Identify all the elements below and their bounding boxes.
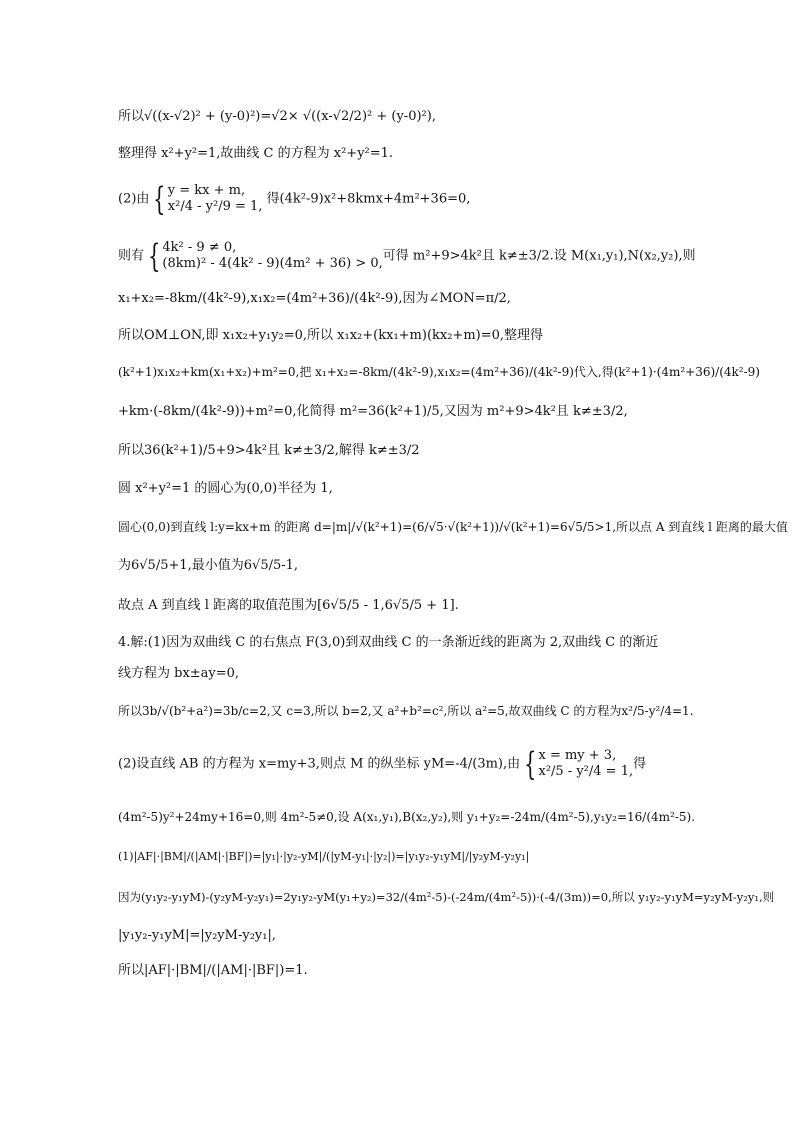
system-1-eq-2: x²/4 - y²/9 = 1, [167,199,263,214]
text-line-11: 圆心(0,0)到直线 l:y=kx+m 的距离 d=|m|/√(k²+1)=(6/√5·√(k²+1))/√(k²+1)=6√5/5>1,所以点 A 到直线 l 距离的最大值 [118,520,788,534]
text-line-6: 所以OM⊥ON,即 x₁x₂+y₁y₂=0,所以 x₁x₂+(kx₁+m)(kx₂+m)=0,整理得 [118,328,544,343]
brace-symbol: { [153,180,166,218]
text-line-15: 线方程为 bx±ay=0, [118,666,240,681]
text-line-16: 所以3b/√(b²+a²)=3b/c=2,又 c=3,所以 b=2,又 a²+b²=c²,所以 a²=5,故双曲线 C 的方程为x²/5-y²/4=1. [118,704,694,718]
equation-system-2 [162,240,382,272]
text-line-1: 所以√((x-√2)² + (y-0)²)=√2× √((x-√2/2)² + (y-0)²), [118,109,436,124]
text-line-8: +km·(-8km/(4k²-9))+m²=0,化简得 m²=36(k²+1)/5,又因为 m²+9>4k²且 k≠±3/2, [118,404,628,419]
system-3-eq-2: x²/5 - y²/4 = 1, [538,764,634,779]
text-line-12: 为6√5/5+1,最小值为6√5/5-1, [118,558,299,573]
system-2-eq-1: 4k² - 9 ≠ 0, [162,240,237,255]
system-2-eq-2: (8km)² - 4(4k² - 9)(4m² + 36) > 0, [162,256,383,271]
text-line-2: 整理得 x²+y²=1,故曲线 C 的方程为 x²+y²=1. [118,146,394,161]
text-line-3-suffix: 得(4k²-9)x²+8kmx+4m²+36=0, [266,191,471,207]
text-line-17 [118,745,714,783]
text-line-20: 因为(y₁y₂-y₁yM)-(y₂yM-y₂y₁)=2y₁y₂-yM(y₁+y₂)=32/(4m²-5)-(-24m/(4m²-5))·(-4/(3m))=0,所以 y₁y₂-y₁yM=y₂yM-y₂y₁,则 [118,890,775,904]
text-line-19: (1)|AF|·|BM|/(|AM|·|BF|)=|y₁|·|y₂-yM|/(|yM-y₁|·|y₂|)=|y₁y₂-y₁yM|/|y₂yM-y₂y₁| [118,850,530,863]
text-line-5: x₁+x₂=-8km/(4k²-9),x₁x₂=(4m²+36)/(4k²-9),因为∠MON=π/2, [118,291,511,306]
text-line-4-suffix: 可得 m²+9>4k²且 k≠±3/2.设 M(x₁,y₁),N(x₂,y₂),则 [382,248,696,264]
equation-system-1 [168,183,263,215]
equation-system-3 [538,748,633,780]
brace-symbol: { [148,237,161,275]
text-line-17-suffix: 得 [633,756,647,772]
text-line-7: (k²+1)x₁x₂+km(x₁+x₂)+m²=0,把 x₁+x₂=-8km/(4k²-9),x₁x₂=(4m²+36)/(4k²-9)代入,得(k²+1)·(4m²+36)/(4k²-9) [118,365,760,379]
text-line-21: |y₁y₂-y₁yM|=|y₂yM-y₂y₁|, [118,928,276,943]
text-line-4-prefix: 则有 [118,248,145,264]
text-line-22: 所以|AF|·|BM|/(|AM|·|BF|)=1. [118,963,308,978]
system-1-eq-1: y = kx + m, [167,183,246,198]
text-line-13: 故点 A 到直线 l 距离的取值范围为[6√5/5 - 1,6√5/5 + 1]. [118,598,459,613]
text-line-4 [118,237,714,275]
text-line-10: 圆 x²+y²=1 的圆心为(0,0)半径为 1, [118,481,333,496]
text-line-3-prefix: (2)由 [118,191,150,207]
text-line-14: 4.解:(1)因为双曲线 C 的右焦点 F(3,0)到双曲线 C 的一条渐近线的距离为 2,双曲线 C 的渐近 [118,635,659,650]
text-line-18: (4m²-5)y²+24my+16=0,则 4m²-5≠0,设 A(x₁,y₁),B(x₂,y₂),则 y₁+y₂=-24m/(4m²-5),y₁y₂=16/(4m²-5). [118,810,696,824]
brace-symbol: { [524,745,537,783]
text-line-9: 所以36(k²+1)/5+9>4k²且 k≠±3/2,解得 k≠±3/2 [118,443,420,458]
text-line-3 [118,180,714,218]
text-line-17-prefix: (2)设直线 AB 的方程为 x=my+3,则点 M 的纵坐标 yM=-4/(3m),由 [118,756,521,772]
system-3-eq-1: x = my + 3, [538,748,617,763]
